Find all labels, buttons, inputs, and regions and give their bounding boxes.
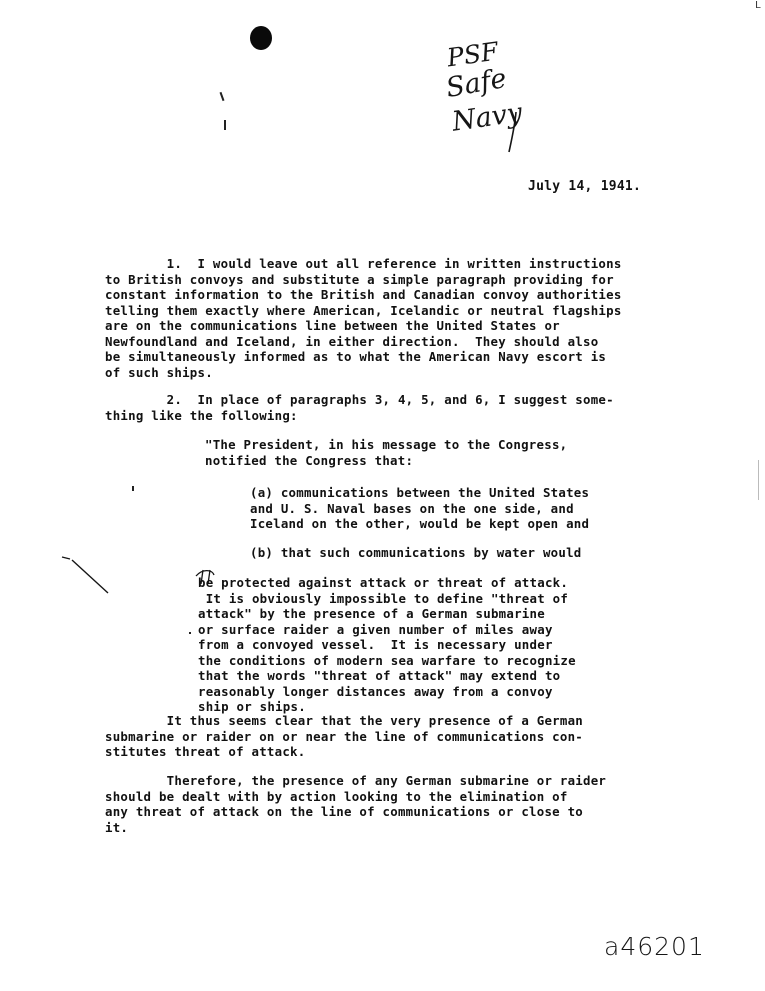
document-date: July 14, 1941. — [528, 179, 642, 194]
paragraph-2: 2. In place of paragraphs 3, 4, 5, and 6, I suggest some- thing like the following: — [105, 392, 614, 423]
quote-intro: "The President, in his message to the Congress, notified the Congress that: — [205, 437, 568, 468]
quote-item-b: (b) that such communications by water would — [250, 545, 582, 560]
paragraph-1: 1. I would leave out all reference in written instructions to British convoys and substitute a simple paragraph providing for constant information to the British and Canadian convoy authorities telling them exactly where American, Icelandic or neutral flagships are on the communications line between the United States or Newfoundland and Iceland, in either direction. They should also be simultaneously informed as to what the American Navy escort is of such ships. — [105, 256, 622, 380]
handwritten-annotation-safe: Safe — [443, 62, 509, 105]
corner-mark: L — [754, 0, 761, 11]
quote-item-b-continuation: be protected against attack or threat of attack. It is obviously impossible to define "threat of attack" by the presence of a German submarine or surface raider a given number of miles away from a convoyed vessel. It is necessary under the conditions of modern sea warfare to recognize that the words "threat of attack" may extend to reasonably longer distances away from a convoy ship or ships. — [198, 575, 576, 714]
handwritten-annotation-navy: Navy — [450, 97, 525, 138]
paragraph-3: It thus seems clear that the very presence of a German submarine or raider on or near the line of communications con- stitutes threat of attack. — [105, 713, 584, 759]
paragraph-4: Therefore, the presence of any German submarine or raider should be dealt with by action looking to the elimination of any threat of attack on the line of communications or close to it. — [105, 773, 607, 835]
archive-number: a46201 — [604, 932, 705, 961]
quote-item-a: (a) communications between the United States and U. S. Naval bases on the one side, and Iceland on the other, would be kept open and — [250, 485, 590, 531]
handwritten-annotation-psf: PSF — [445, 36, 501, 73]
